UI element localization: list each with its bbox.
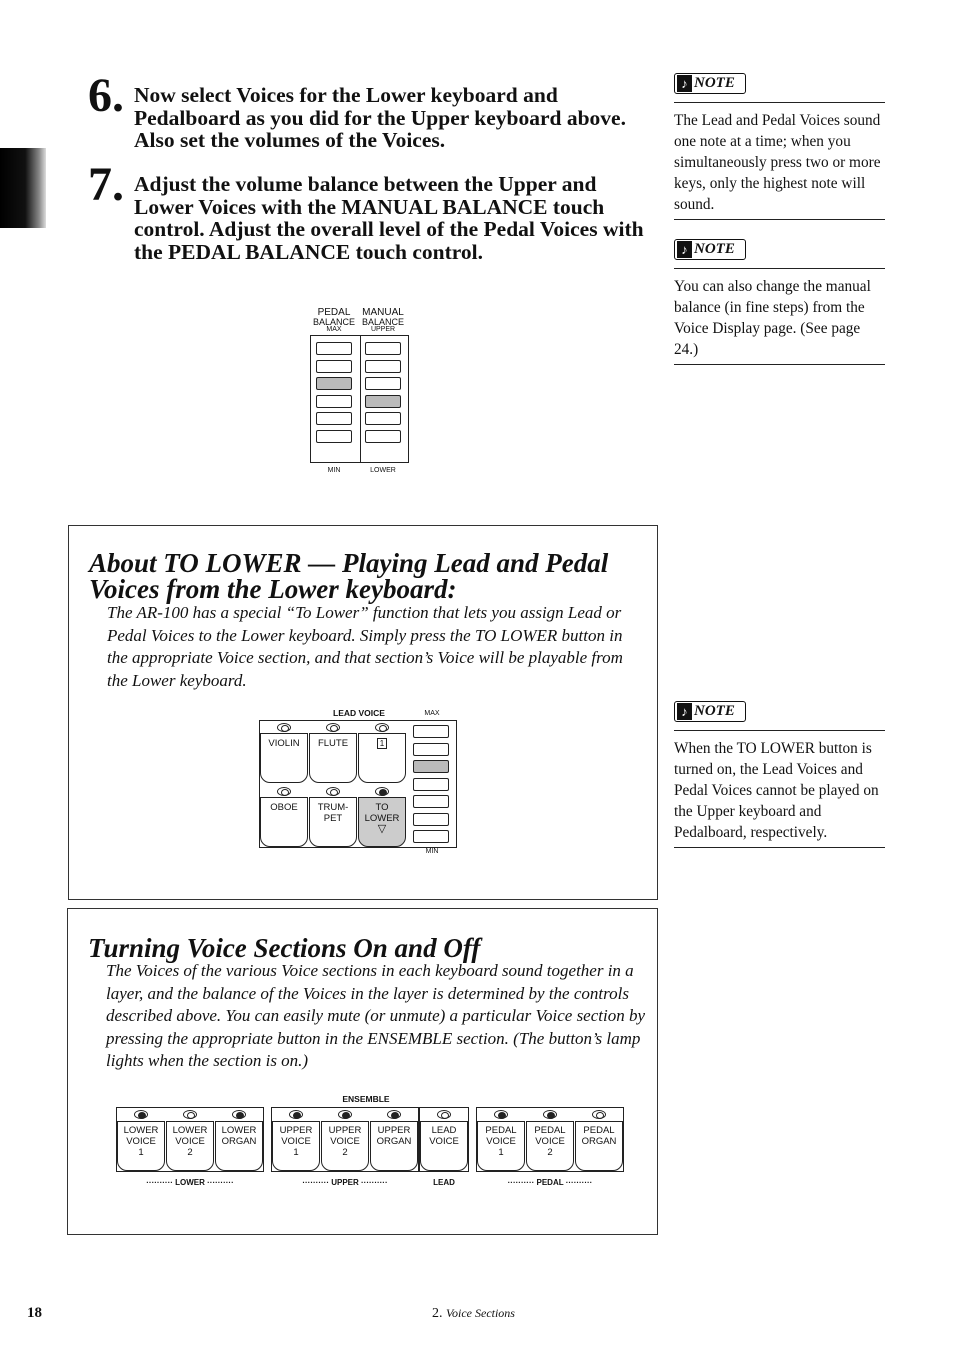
balance-step[interactable] — [316, 395, 352, 408]
ensemble-button[interactable]: LOWER VOICE 1 — [117, 1121, 165, 1171]
ensemble-title: ENSEMBLE — [342, 1094, 390, 1104]
step-text: Adjust the volume balance between the Upper and Lower Voices with the MANUAL BALANCE touch control. Adjust the overall level of the Pedal Voices with the PEDAL BALANCE touch control. — [134, 172, 644, 264]
lead-voice-title: LEAD VOICE — [333, 708, 385, 718]
ensemble-group-label: ·········· PEDAL ·········· — [507, 1178, 593, 1187]
ensemble-button[interactable]: LOWER VOICE 2 — [166, 1121, 214, 1171]
balance-step[interactable] — [365, 377, 401, 390]
lamp-icon — [338, 1110, 352, 1119]
lead-voice-panel — [259, 708, 469, 853]
ensemble-group-label: ·········· LOWER ·········· — [146, 1178, 234, 1187]
voice-button[interactable]: VIOLIN — [260, 733, 308, 783]
min-label: MIN — [425, 848, 439, 855]
note-3 — [674, 701, 885, 848]
to-lower-title: About TO LOWER — Playing Lead and Pedal Voices from the Lower keyboard: — [89, 548, 609, 604]
ensemble-button[interactable]: UPPER ORGAN — [370, 1121, 418, 1171]
note-text: The Lead and Pedal Voices sound one note at a time; when you simultaneously press two or more keys, only the highest note will sound. — [674, 112, 881, 213]
lamp-icon — [232, 1110, 246, 1119]
manual-lower-label: LOWER — [370, 467, 396, 474]
step-text: Now select Voices for the Lower keyboard and Pedalboard as you did for the Upper keyboard above. Also set the volumes of the Voices. — [134, 83, 626, 152]
volume-step[interactable] — [413, 778, 449, 791]
ensemble-button[interactable]: LOWER ORGAN — [215, 1121, 263, 1171]
note-1 — [674, 73, 885, 220]
lamp-icon — [277, 723, 291, 732]
sections-box — [67, 908, 658, 1235]
note-icon: ♪ NOTE — [674, 73, 746, 94]
volume-step[interactable] — [413, 725, 449, 738]
note-text: You can also change the manual balance (in fine steps) from the Voice Display page. (See page 24.) — [674, 278, 871, 358]
volume-step[interactable] — [413, 813, 449, 826]
footer-section: 2. Voice Sections — [432, 1306, 515, 1321]
lamp-icon — [437, 1110, 451, 1119]
lamp-icon — [375, 723, 389, 732]
voice-button[interactable]: OBOE — [260, 797, 308, 847]
balance-step[interactable] — [365, 395, 401, 408]
balance-step[interactable] — [365, 430, 401, 443]
ensemble-group-label: ·········· UPPER ·········· — [302, 1178, 388, 1187]
volume-step[interactable] — [413, 743, 449, 756]
voice-button[interactable]: 1 — [358, 733, 406, 783]
ensemble-button[interactable]: LEAD VOICE — [420, 1121, 468, 1171]
voice-button[interactable]: TRUM- PET — [309, 797, 357, 847]
pedal-min-label: MIN — [327, 467, 341, 474]
balance-step[interactable] — [365, 360, 401, 373]
volume-step[interactable] — [413, 795, 449, 808]
ensemble-button[interactable]: UPPER VOICE 2 — [321, 1121, 369, 1171]
balance-step[interactable] — [316, 412, 352, 425]
chapter-tab — [0, 148, 46, 228]
step-number: 7. — [88, 158, 124, 211]
note-icon: ♪ NOTE — [674, 701, 746, 722]
manual-balance-title: MANUAL — [362, 307, 404, 318]
page-number: 18 — [27, 1305, 42, 1321]
volume-step[interactable] — [413, 830, 449, 843]
to-lower-text: The AR-100 has a special “To Lower” function that lets you assign Lead or Pedal Voices to the Lower keyboard. Simply press the TO LOWER button in the appropriate Voice section, and that section’s Voice will be playable from the Lower keyboard. — [107, 603, 623, 690]
balance-frame — [310, 335, 409, 463]
lamp-icon — [543, 1110, 557, 1119]
balance-step[interactable] — [316, 377, 352, 390]
balance-step[interactable] — [365, 342, 401, 355]
balance-step[interactable] — [316, 342, 352, 355]
ensemble-button[interactable]: PEDAL VOICE 2 — [526, 1121, 574, 1171]
ensemble-button[interactable]: PEDAL ORGAN — [575, 1121, 623, 1171]
lamp-icon — [134, 1110, 148, 1119]
manual-upper-label: UPPER — [370, 326, 396, 333]
ensemble-group-label: LEAD — [433, 1178, 455, 1187]
pedal-balance-title: PEDAL — [317, 307, 351, 318]
pedal-max-label: MAX — [326, 326, 342, 333]
ensemble-button[interactable]: PEDAL VOICE 1 — [477, 1121, 525, 1171]
note-icon: ♪ NOTE — [674, 239, 746, 260]
sections-text: The Voices of the various Voice sections in each keyboard sound together in a layer, and the balance of the Voices in the layer is determined by the controls described above. You can easily mute (or unmute) a particular Voice section by pressing the appropriate button in the ENSEMBLE section. (The button’s lamp lights when the section is on.) — [106, 961, 646, 1070]
lamp-icon — [326, 787, 340, 796]
voice-button[interactable]: TO LOWER ▽ — [358, 797, 406, 847]
pedal-balance-sub: BALANCE — [312, 317, 356, 327]
manual-balance-sub: BALANCE — [361, 317, 405, 327]
to-lower-box — [68, 525, 658, 900]
lamp-icon — [494, 1110, 508, 1119]
volume-step[interactable] — [413, 760, 449, 773]
lamp-icon — [375, 787, 389, 796]
lamp-icon — [277, 787, 291, 796]
lamp-icon — [387, 1110, 401, 1119]
balance-step[interactable] — [365, 412, 401, 425]
sections-title: Turning Voice Sections On and Off — [88, 933, 481, 963]
balance-step[interactable] — [316, 360, 352, 373]
balance-panel-diagram — [300, 305, 420, 480]
lamp-icon — [183, 1110, 197, 1119]
note-text: When the TO LOWER button is turned on, the Lead Voices and Pedal Voices cannot be played on the Upper keyboard and Pedalboard, respectively. — [674, 740, 879, 841]
max-label: MAX — [424, 710, 440, 717]
step-number: 6. — [88, 69, 124, 122]
lamp-icon — [592, 1110, 606, 1119]
lamp-icon — [289, 1110, 303, 1119]
note-2 — [674, 239, 885, 365]
balance-step[interactable] — [316, 430, 352, 443]
down-arrow-icon: ▽ — [377, 823, 387, 835]
ensemble-button[interactable]: UPPER VOICE 1 — [272, 1121, 320, 1171]
lamp-icon — [326, 723, 340, 732]
voice-button[interactable]: FLUTE — [309, 733, 357, 783]
